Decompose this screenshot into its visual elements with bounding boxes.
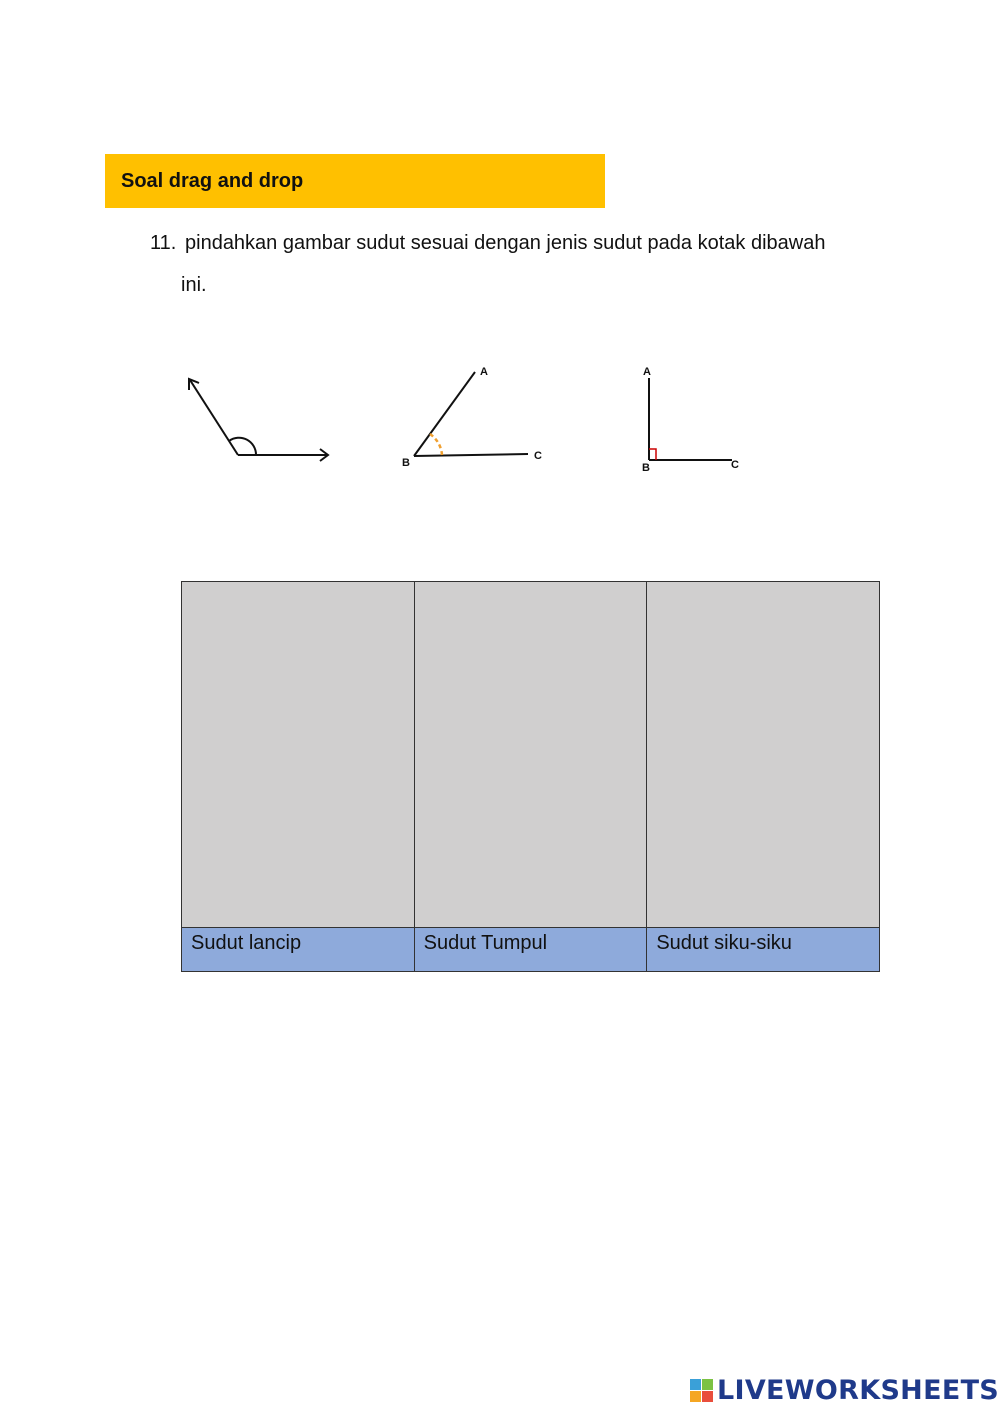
question-text bbox=[150, 222, 890, 306]
obtuse-angle-icon bbox=[180, 370, 340, 470]
question-line-1: pindahkan gambar sudut sesuai dengan jenis sudut pada kotak dibawah bbox=[185, 232, 826, 254]
drop-zone-acute[interactable] bbox=[182, 582, 415, 928]
right-angle-image[interactable] bbox=[636, 362, 756, 477]
acute-angle-image[interactable] bbox=[398, 362, 558, 472]
brand-name: LIVEWORKSHEETS bbox=[717, 1374, 1000, 1406]
question-number: 11. bbox=[150, 232, 177, 254]
obtuse-angle-image[interactable] bbox=[180, 370, 340, 470]
section-title: Soal drag and drop bbox=[121, 169, 304, 192]
liveworksheets-logo-icon bbox=[690, 1379, 713, 1402]
right-angle-icon bbox=[636, 362, 756, 477]
acute-point-b: B bbox=[402, 457, 410, 469]
right-point-c: C bbox=[731, 459, 739, 471]
acute-angle-icon bbox=[398, 362, 558, 472]
drop-zone-right[interactable] bbox=[647, 582, 880, 928]
label-right: Sudut siku-siku bbox=[647, 928, 880, 972]
acute-point-a: A bbox=[480, 366, 488, 378]
label-acute: Sudut lancip bbox=[182, 928, 415, 972]
section-header bbox=[105, 154, 605, 208]
acute-point-c: C bbox=[534, 450, 542, 462]
drop-zone-obtuse[interactable] bbox=[414, 582, 647, 928]
right-point-b: B bbox=[642, 462, 650, 474]
drop-table bbox=[181, 581, 880, 972]
right-point-a: A bbox=[643, 366, 651, 378]
label-obtuse: Sudut Tumpul bbox=[414, 928, 647, 972]
question-line-2: ini. bbox=[181, 274, 207, 296]
brand-logo bbox=[690, 1374, 999, 1406]
